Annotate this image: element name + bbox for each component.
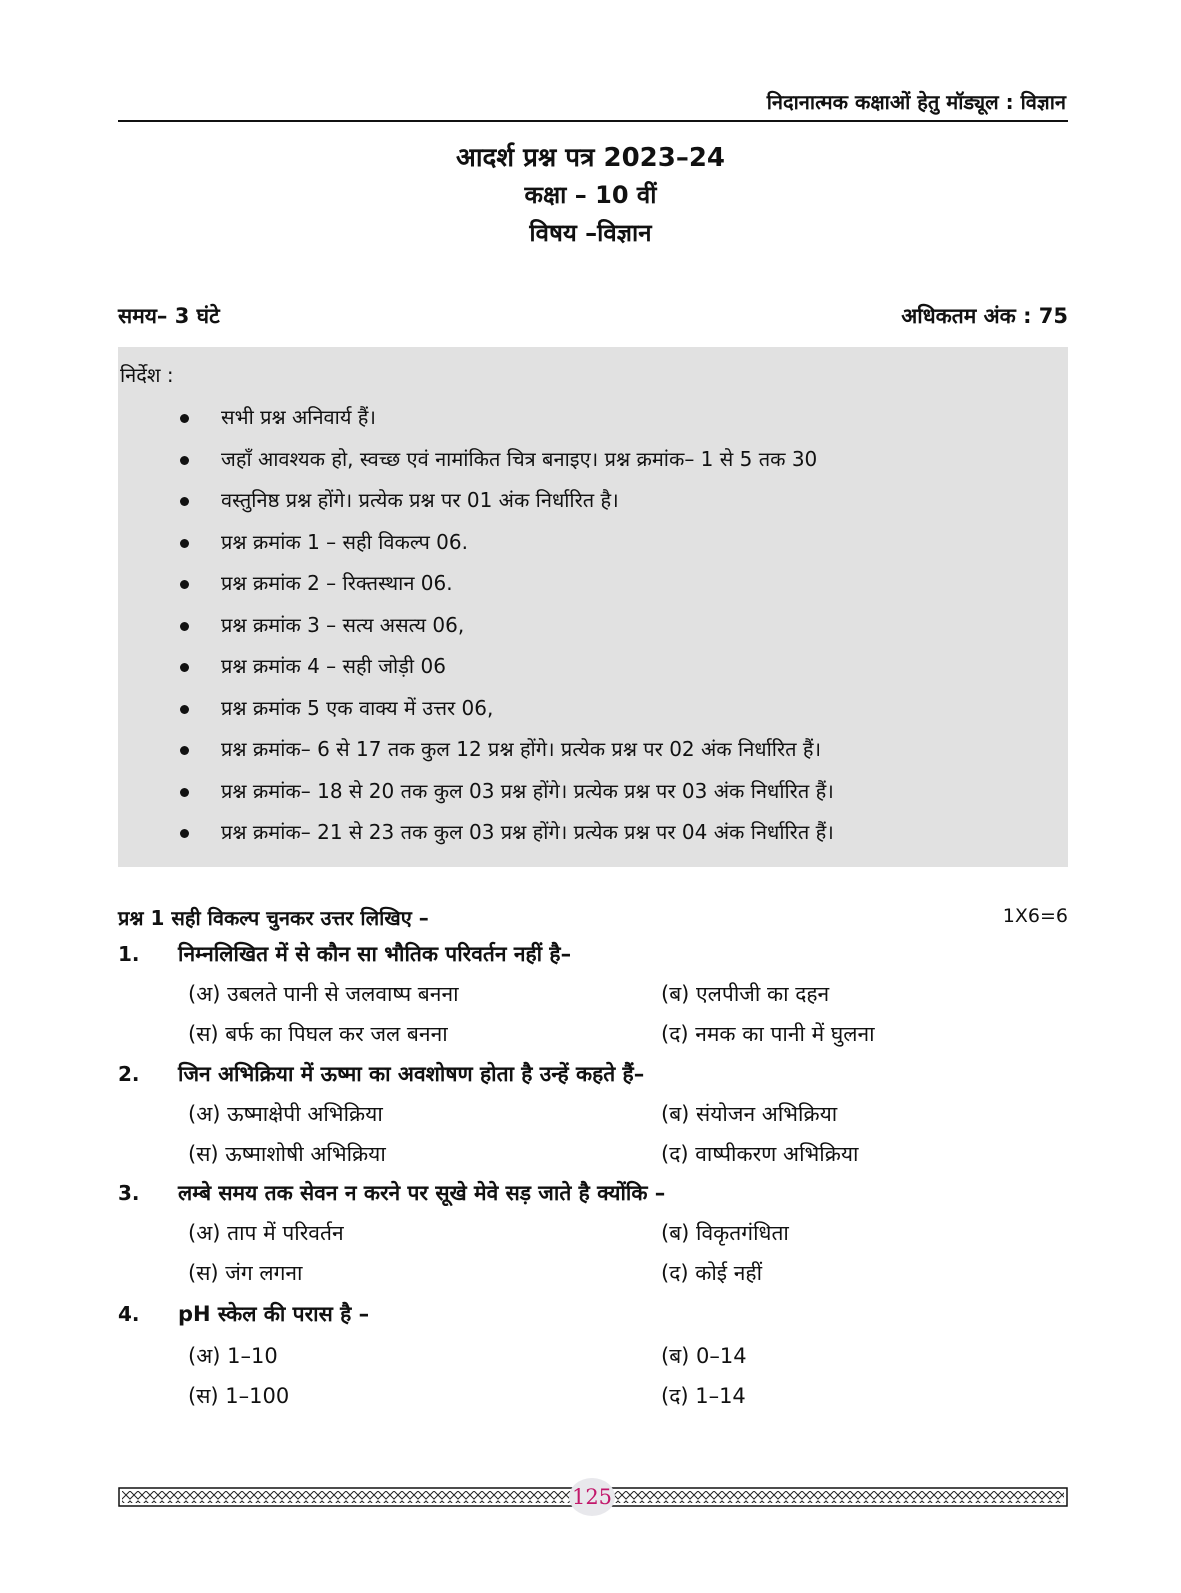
bullet-icon bbox=[180, 746, 189, 755]
instructions-box bbox=[118, 347, 1068, 867]
instructions-label: निर्देश : bbox=[120, 363, 174, 387]
option-c: (स) ऊष्माशोषी अभिक्रिया bbox=[188, 1142, 386, 1166]
option-a: (अ) ऊष्माक्षेपी अभिक्रिया bbox=[188, 1102, 383, 1126]
instruction-item: जहाँ आवश्यक हो, स्वच्छ एवं नामांकित चित्र बनाइए। प्रश्न क्रमांक– 1 से 5 तक 30 bbox=[118, 439, 834, 481]
option-b: (ब) एलपीजी का दहन bbox=[661, 982, 830, 1006]
page-number: 125 bbox=[569, 1478, 615, 1516]
option-c: (स) 1–100 bbox=[188, 1384, 290, 1408]
class-label: कक्षा – 10 वीं bbox=[524, 181, 657, 209]
question-text: निम्नलिखित में से कौन सा भौतिक परिवर्तन नहीं है– bbox=[178, 942, 572, 966]
instruction-item: प्रश्न क्रमांक 1 – सही विकल्प 06. bbox=[118, 522, 834, 564]
question-number: 1. bbox=[118, 942, 140, 966]
question-text: लम्बे समय तक सेवन न करने पर सूखे मेवे सड़ जाते है क्योंकि – bbox=[178, 1181, 666, 1205]
bullet-icon bbox=[180, 539, 189, 548]
time-allowed: समय– 3 घंटे bbox=[118, 304, 220, 328]
subject-label: विषय –विज्ञान bbox=[529, 219, 652, 247]
instruction-item: प्रश्न क्रमांक– 21 से 23 तक कुल 03 प्रश्न होंगे। प्रत्येक प्रश्न पर 04 अंक निर्धारित हैं। bbox=[118, 812, 834, 854]
section-heading: प्रश्न 1 सही विकल्प चुनकर उत्तर लिखिए – bbox=[118, 906, 429, 930]
option-b: (ब) 0–14 bbox=[661, 1344, 747, 1368]
header-rule bbox=[118, 120, 1068, 122]
question-text: जिन अभिक्रिया में ऊष्मा का अवशोषण होता है उन्हें कहते हैं– bbox=[178, 1062, 645, 1086]
instruction-item: प्रश्न क्रमांक 5 एक वाक्य में उत्तर 06, bbox=[118, 688, 834, 730]
bullet-icon bbox=[180, 414, 189, 423]
option-b: (ब) विकृतगंधिता bbox=[661, 1221, 789, 1245]
section-marks: 1X6=6 bbox=[1002, 905, 1068, 927]
option-d: (द) कोई नहीं bbox=[661, 1261, 763, 1285]
running-header: निदानात्मक कक्षाओं हेतु मॉड्यूल : विज्ञान bbox=[766, 90, 1066, 114]
bullet-icon bbox=[180, 705, 189, 714]
bullet-icon bbox=[180, 829, 189, 838]
bullet-icon bbox=[180, 622, 189, 631]
option-b: (ब) संयोजन अभिक्रिया bbox=[661, 1102, 838, 1126]
option-c: (स) बर्फ का पिघल कर जल बनना bbox=[188, 1022, 448, 1046]
instruction-item: प्रश्न क्रमांक– 18 से 20 तक कुल 03 प्रश्न होंगे। प्रत्येक प्रश्न पर 03 अंक निर्धारित हैं। bbox=[118, 771, 834, 813]
instruction-item: वस्तुनिष्ठ प्रश्न होंगे। प्रत्येक प्रश्न पर 01 अंक निर्धारित है। bbox=[118, 480, 834, 522]
bullet-icon bbox=[180, 663, 189, 672]
bullet-icon bbox=[180, 497, 189, 506]
question-number: 2. bbox=[118, 1062, 140, 1086]
bullet-icon bbox=[180, 580, 189, 589]
instructions-list bbox=[118, 397, 834, 854]
instruction-item: प्रश्न क्रमांक 4 – सही जोड़ी 06 bbox=[118, 646, 834, 688]
bullet-icon bbox=[180, 788, 189, 797]
option-d: (द) 1–14 bbox=[661, 1384, 746, 1408]
instruction-item: प्रश्न क्रमांक 3 – सत्य असत्य 06, bbox=[118, 605, 834, 647]
option-c: (स) जंग लगना bbox=[188, 1261, 303, 1285]
option-d: (द) नमक का पानी में घुलना bbox=[661, 1022, 875, 1046]
option-d: (द) वाष्पीकरण अभिक्रिया bbox=[661, 1142, 859, 1166]
option-a: (अ) ताप में परिवर्तन bbox=[188, 1221, 344, 1245]
max-marks: अधिकतम अंक : 75 bbox=[901, 304, 1068, 328]
instruction-item: प्रश्न क्रमांक 2 – रिक्तस्थान 06. bbox=[118, 563, 834, 605]
option-a: (अ) 1–10 bbox=[188, 1344, 278, 1368]
instruction-item: प्रश्न क्रमांक– 6 से 17 तक कुल 12 प्रश्न होंगे। प्रत्येक प्रश्न पर 02 अंक निर्धारित हैं। bbox=[118, 729, 834, 771]
question-number: 3. bbox=[118, 1181, 140, 1205]
question-text: pH स्केल की परास है – bbox=[178, 1302, 370, 1326]
page-footer bbox=[118, 1480, 1068, 1516]
paper-title: आदर्श प्रश्न पत्र 2023–24 bbox=[455, 143, 726, 173]
instruction-item: सभी प्रश्न अनिवार्य हैं। bbox=[118, 397, 834, 439]
question-number: 4. bbox=[118, 1302, 140, 1326]
bullet-icon bbox=[180, 456, 189, 465]
option-a: (अ) उबलते पानी से जलवाष्प बनना bbox=[188, 982, 459, 1006]
